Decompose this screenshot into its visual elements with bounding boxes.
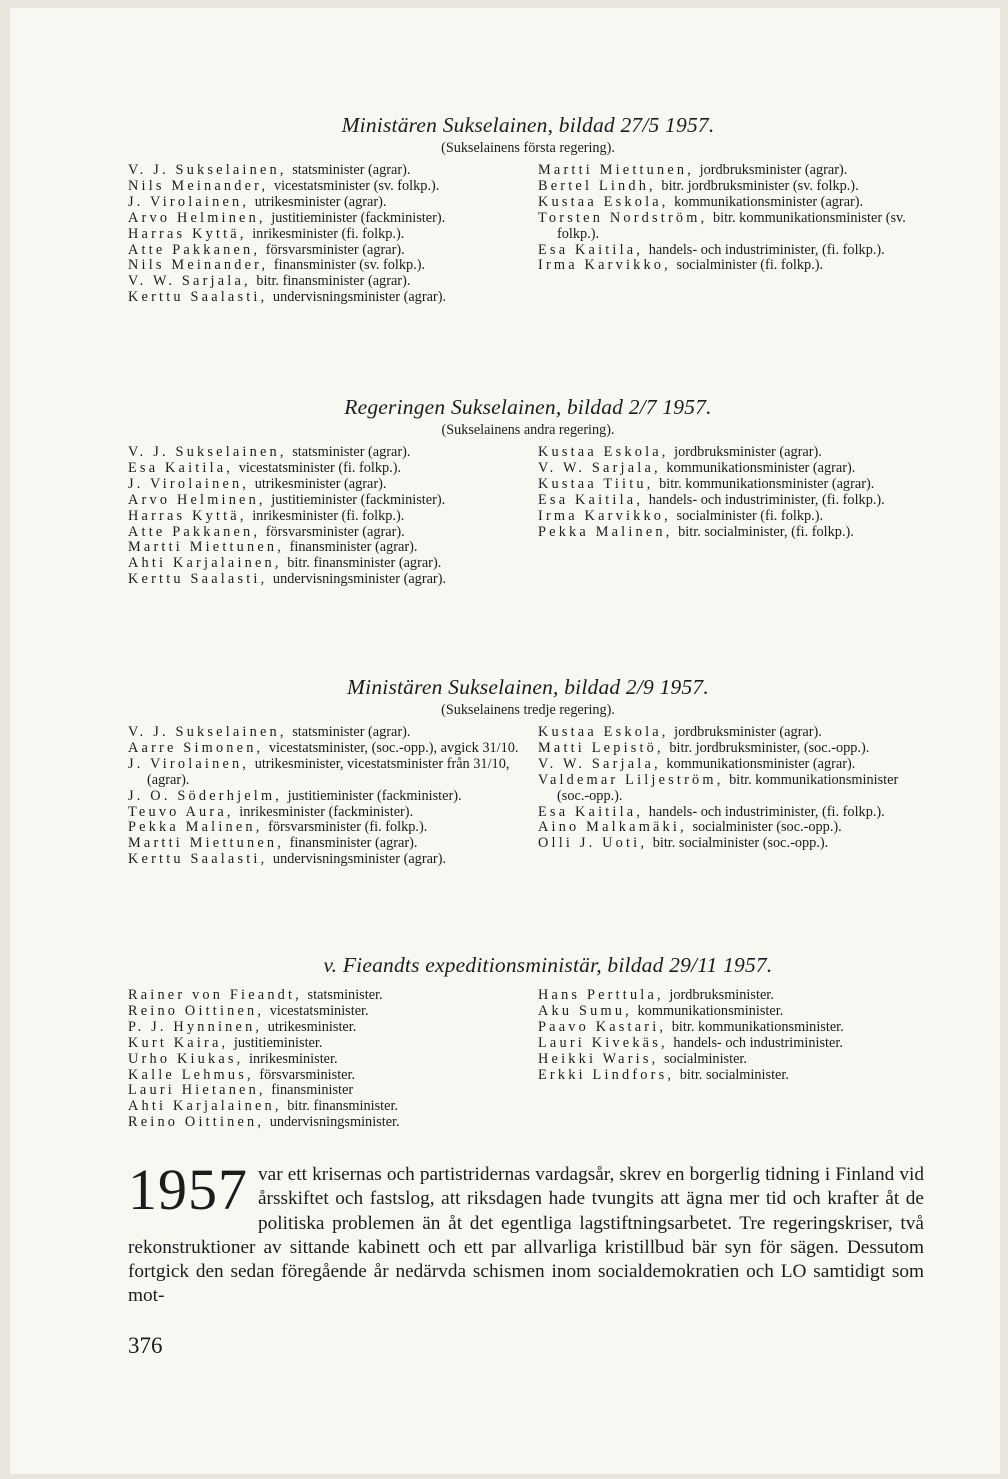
minister-entry: [128, 445, 520, 461]
minister-role: bitr. socialminister.: [679, 1066, 789, 1083]
minister-name: Esa Kaitila,: [538, 241, 644, 258]
minister-entry: [538, 258, 930, 274]
minister-name: J. O. Söderhjelm,: [128, 787, 283, 804]
minister-role: statsminister.: [307, 987, 383, 1003]
minister-name: Aarre Simonen,: [128, 739, 264, 756]
minister-name: Irma Karvikko,: [538, 507, 671, 524]
minister-role: statsminister (agrar).: [292, 162, 411, 178]
minister-name: Kerttu Saalasti,: [128, 571, 268, 588]
minister-name: Reino Oittinen,: [128, 1114, 265, 1131]
minister-name: V. W. Sarjala,: [128, 273, 251, 290]
minister-list-left: [128, 163, 520, 306]
minister-entry: [538, 195, 930, 211]
minister-name: Pekka Malinen,: [538, 523, 673, 540]
minister-entry: [128, 757, 520, 789]
minister-entry: [128, 741, 520, 757]
minister-entry: [538, 773, 930, 805]
minister-role: vicestatsminister (fi. folkp.).: [238, 459, 402, 476]
minister-entry: [538, 1020, 930, 1036]
minister-role: statsminister (agrar).: [292, 444, 411, 460]
minister-name: Teuvo Aura,: [128, 803, 234, 820]
minister-role: försvarsminister (fi. folkp.).: [268, 819, 428, 836]
minister-role: jordbruksminister (agrar).: [674, 724, 822, 740]
minister-role: socialminister (fi. folkp.).: [676, 257, 824, 274]
cabinet-section-1: [128, 112, 928, 306]
minister-name: V. W. Sarjala,: [538, 459, 661, 476]
minister-role: försvarsminister (agrar).: [265, 523, 405, 540]
minister-role: handels- och industriminister, (fi. folkp.).: [648, 803, 885, 820]
minister-entry: [538, 477, 930, 493]
minister-role: bitr. kommunikationsminister (sv. folkp.).: [557, 209, 906, 242]
minister-name: J. Virolainen,: [128, 193, 250, 210]
minister-name: V. W. Sarjala,: [538, 755, 661, 772]
minister-name: Esa Kaitila,: [538, 491, 644, 508]
section-subtitle: (Sukselainens första regering).: [441, 140, 615, 156]
minister-name: V. J. Sukselainen,: [128, 724, 287, 740]
minister-role: finansminister (agrar).: [289, 835, 418, 852]
minister-name: Harras Kyttä,: [128, 507, 247, 524]
minister-role: undervisningsminister.: [269, 1114, 400, 1131]
minister-role: utrikesminister.: [267, 1018, 357, 1035]
minister-role: justitieminister (fackminister).: [271, 491, 446, 508]
minister-name: Aku Sumu,: [538, 1002, 632, 1019]
minister-entry: [128, 852, 520, 868]
minister-name: Nils Meinander,: [128, 177, 269, 194]
minister-role: justitieminister (fackminister).: [271, 209, 446, 226]
minister-name: Reino Oittinen,: [128, 1002, 265, 1019]
minister-name: Erkki Lindfors,: [538, 1066, 675, 1083]
section-subtitle: (Sukselainens tredje regering).: [441, 702, 615, 718]
minister-list-left: [128, 725, 520, 868]
minister-name: Kustaa Eskola,: [538, 444, 669, 460]
minister-entry: [128, 163, 520, 179]
minister-entry: [128, 1004, 520, 1020]
minister-name: Kustaa Eskola,: [538, 724, 669, 740]
minister-name: Ahti Karjalainen,: [128, 555, 282, 572]
minister-name: J. Virolainen,: [128, 475, 250, 492]
minister-role: försvarsminister (agrar).: [265, 241, 405, 258]
minister-name: Valdemar Liljeström,: [538, 771, 724, 788]
minister-list-right: [538, 445, 930, 540]
minister-entry: [538, 163, 930, 179]
section-subtitle: (Sukselainens andra regering).: [441, 422, 615, 438]
minister-entry: [538, 509, 930, 525]
minister-role: bitr. finansminister (agrar).: [256, 273, 411, 290]
minister-name: Hans Perttula,: [538, 987, 664, 1003]
minister-role: justitieminister (fackminister).: [287, 787, 462, 804]
minister-entry: [538, 179, 930, 195]
minister-name: Lauri Kivekäs,: [538, 1034, 668, 1051]
minister-entry: [538, 988, 930, 1004]
minister-role: bitr. finansminister (agrar).: [287, 555, 442, 572]
minister-role: utrikesminister (agrar).: [254, 475, 387, 492]
minister-name: Martti Miettunen,: [538, 162, 695, 178]
minister-role: utrikesminister (agrar).: [254, 193, 387, 210]
minister-name: Matti Lepistö,: [538, 739, 664, 756]
minister-name: Kerttu Saalasti,: [128, 289, 268, 306]
intro-paragraph: [128, 1157, 924, 1309]
minister-name: J. Virolainen,: [128, 755, 250, 772]
minister-role: kommunikationsminister.: [637, 1002, 784, 1019]
minister-name: Olli J. Uoti,: [538, 835, 648, 852]
minister-entry: [538, 757, 930, 773]
minister-entry: [538, 1036, 930, 1052]
minister-entry: [128, 243, 520, 259]
page: [10, 8, 1000, 1474]
minister-entry: [128, 540, 520, 556]
minister-entry: [128, 211, 520, 227]
minister-entry: [538, 725, 930, 741]
minister-name: Bertel Lindh,: [538, 177, 656, 194]
minister-entry: [128, 525, 520, 541]
minister-role: vicestatsminister.: [269, 1002, 369, 1019]
minister-role: utrikesminister, vicestatsminister från 31/10, (agrar).: [147, 755, 510, 788]
minister-name: Martti Miettunen,: [128, 835, 285, 852]
minister-list-right: [538, 163, 930, 274]
minister-entry: [538, 1004, 930, 1020]
minister-name: Pekka Malinen,: [128, 819, 263, 836]
minister-role: bitr. finansminister.: [287, 1098, 399, 1115]
minister-name: Kurt Kaira,: [128, 1034, 229, 1051]
minister-entry: [538, 836, 930, 852]
minister-entry: [128, 1020, 520, 1036]
minister-name: Atte Pakkanen,: [128, 523, 261, 540]
minister-name: Martti Miettunen,: [128, 539, 285, 556]
minister-list-left: [128, 445, 520, 588]
minister-name: Harras Kyttä,: [128, 225, 247, 242]
minister-role: undervisningsminister (agrar).: [272, 289, 447, 306]
minister-role: bitr. kommunikationsminister (soc.-opp.).: [557, 771, 899, 804]
minister-name: Arvo Helminen,: [128, 209, 266, 226]
minister-name: Esa Kaitila,: [128, 459, 234, 476]
minister-entry: [128, 1068, 520, 1084]
minister-role: bitr. jordbruksminister, (soc.-opp.).: [669, 739, 870, 756]
minister-entry: [538, 243, 930, 259]
minister-role: socialminister (soc.-opp.).: [692, 819, 842, 836]
minister-entry: [128, 1115, 520, 1131]
minister-name: V. J. Sukselainen,: [128, 444, 287, 460]
minister-role: bitr. jordbruksminister (sv. folkp.).: [661, 177, 859, 194]
minister-role: bitr. socialminister (soc.-opp.).: [652, 835, 829, 852]
minister-name: Lauri Hietanen,: [128, 1082, 266, 1099]
minister-entry: [538, 741, 930, 757]
minister-role: handels- och industriminister.: [673, 1034, 843, 1051]
minister-entry: [538, 1052, 930, 1068]
minister-name: Heikki Waris,: [538, 1050, 659, 1067]
minister-role: kommunikationsminister (agrar).: [674, 193, 864, 210]
minister-role: kommunikationsminister (agrar).: [666, 755, 856, 772]
minister-name: Rainer von Fieandt,: [128, 987, 302, 1003]
minister-entry: [538, 805, 930, 821]
cabinet-section-4: [128, 952, 928, 1131]
minister-role: finansminister: [271, 1082, 354, 1099]
minister-role: bitr. socialminister, (fi. folkp.).: [678, 523, 854, 540]
minister-name: Atte Pakkanen,: [128, 241, 261, 258]
minister-entry: [538, 493, 930, 509]
minister-role: undervisningsminister (agrar).: [272, 571, 447, 588]
minister-list-right: [538, 725, 930, 852]
minister-name: Irma Karvikko,: [538, 257, 671, 274]
minister-entry: [538, 211, 930, 243]
minister-name: Aino Malkamäki,: [538, 819, 687, 836]
cabinet-section-2: [128, 394, 928, 588]
minister-list-right: [538, 988, 930, 1083]
minister-entry: [128, 556, 520, 572]
minister-entry: [538, 461, 930, 477]
section-title: v. Fieandts expeditionsministär, bildad 29/11 1957.: [323, 953, 773, 977]
minister-entry: [128, 195, 520, 211]
minister-entry: [128, 290, 520, 306]
minister-entry: [538, 525, 930, 541]
minister-role: vicestatsminister, (soc.-opp.), avgick 31/10.: [268, 739, 519, 756]
minister-name: Kustaa Eskola,: [538, 193, 669, 210]
minister-role: finansminister (sv. folkp.).: [273, 257, 426, 274]
minister-entry: [128, 836, 520, 852]
minister-role: finansminister (agrar).: [289, 539, 418, 556]
minister-name: Kalle Lehmus,: [128, 1066, 254, 1083]
minister-role: handels- och industriminister, (fi. folkp.).: [648, 491, 885, 508]
minister-name: Urho Kiukas,: [128, 1050, 244, 1067]
minister-role: inrikesminister (fi. folkp.).: [252, 225, 405, 242]
minister-name: Paavo Kastari,: [538, 1018, 667, 1035]
minister-entry: [128, 258, 520, 274]
minister-role: inrikesminister (fackminister).: [239, 803, 414, 820]
minister-entry: [538, 445, 930, 461]
cabinet-section-3: [128, 674, 928, 868]
minister-entry: [128, 274, 520, 290]
minister-name: Torsten Nordström,: [538, 209, 708, 226]
minister-role: justitieminister.: [233, 1034, 323, 1051]
minister-entry: [538, 1068, 930, 1084]
drop-year: 1957: [128, 1157, 248, 1222]
minister-entry: [128, 725, 520, 741]
minister-entry: [128, 1099, 520, 1115]
minister-role: statsminister (agrar).: [292, 724, 411, 740]
minister-role: försvarsminister.: [259, 1066, 356, 1083]
minister-entry: [128, 493, 520, 509]
minister-entry: [128, 820, 520, 836]
minister-entry: [128, 789, 520, 805]
minister-role: inrikesminister (fi. folkp.).: [252, 507, 405, 524]
minister-role: jordbruksminister.: [669, 987, 774, 1003]
minister-list-left: [128, 988, 520, 1131]
minister-name: Esa Kaitila,: [538, 803, 644, 820]
minister-role: bitr. kommunikationsminister (agrar).: [659, 475, 875, 492]
minister-entry: [128, 477, 520, 493]
section-title: Regeringen Sukselainen, bildad 2/7 1957.: [344, 395, 712, 419]
minister-entry: [128, 461, 520, 477]
minister-role: kommunikationsminister (agrar).: [666, 459, 856, 476]
minister-entry: [128, 227, 520, 243]
minister-role: vicestatsminister (sv. folkp.).: [273, 177, 440, 194]
page-number: 376: [128, 1333, 163, 1358]
section-title: Ministären Sukselainen, bildad 2/9 1957.: [347, 675, 709, 699]
minister-role: jordbruksminister (agrar).: [699, 162, 848, 178]
minister-entry: [128, 179, 520, 195]
minister-entry: [538, 820, 930, 836]
minister-name: Nils Meinander,: [128, 257, 269, 274]
minister-entry: [128, 988, 520, 1004]
minister-role: bitr. kommunikationsminister.: [671, 1018, 844, 1035]
minister-name: P. J. Hynninen,: [128, 1018, 263, 1035]
minister-entry: [128, 572, 520, 588]
minister-name: Ahti Karjalainen,: [128, 1098, 282, 1115]
minister-name: Arvo Helminen,: [128, 491, 266, 508]
minister-role: undervisningsminister (agrar).: [272, 851, 447, 868]
section-title: Ministären Sukselainen, bildad 27/5 1957.: [341, 113, 715, 137]
minister-role: socialminister.: [663, 1050, 747, 1067]
minister-role: jordbruksminister (agrar).: [674, 444, 822, 460]
minister-entry: [128, 509, 520, 525]
minister-role: handels- och industriminister, (fi. folkp.).: [648, 241, 885, 258]
minister-entry: [128, 1083, 520, 1099]
minister-role: socialminister (fi. folkp.).: [676, 507, 824, 524]
minister-entry: [128, 1036, 520, 1052]
intro-text: var ett krisernas och partistridernas vardagsår, skrev en borgerlig tidning i Finland vid årsskiftet och fastslog, att riksdagen hade tvungits att ägna mer tid och krafter åt de politiska problemen än åt det egentliga lagstiftningsarbetet. Tre regeringskriser, två rekonstruktioner av sittande kabinett och ett par allvarliga kristillbud bär syn för sägen. Dessutom fortgick den sedan föregående år nedärvda schismen inom socialdemokratien och LO samtidigt som mot-: [128, 1164, 924, 1307]
minister-name: Kustaa Tiitu,: [538, 475, 654, 492]
minister-role: inrikesminister.: [249, 1050, 338, 1067]
minister-entry: [128, 805, 520, 821]
minister-name: Kerttu Saalasti,: [128, 851, 268, 868]
minister-name: V. J. Sukselainen,: [128, 162, 287, 178]
minister-entry: [128, 1052, 520, 1068]
